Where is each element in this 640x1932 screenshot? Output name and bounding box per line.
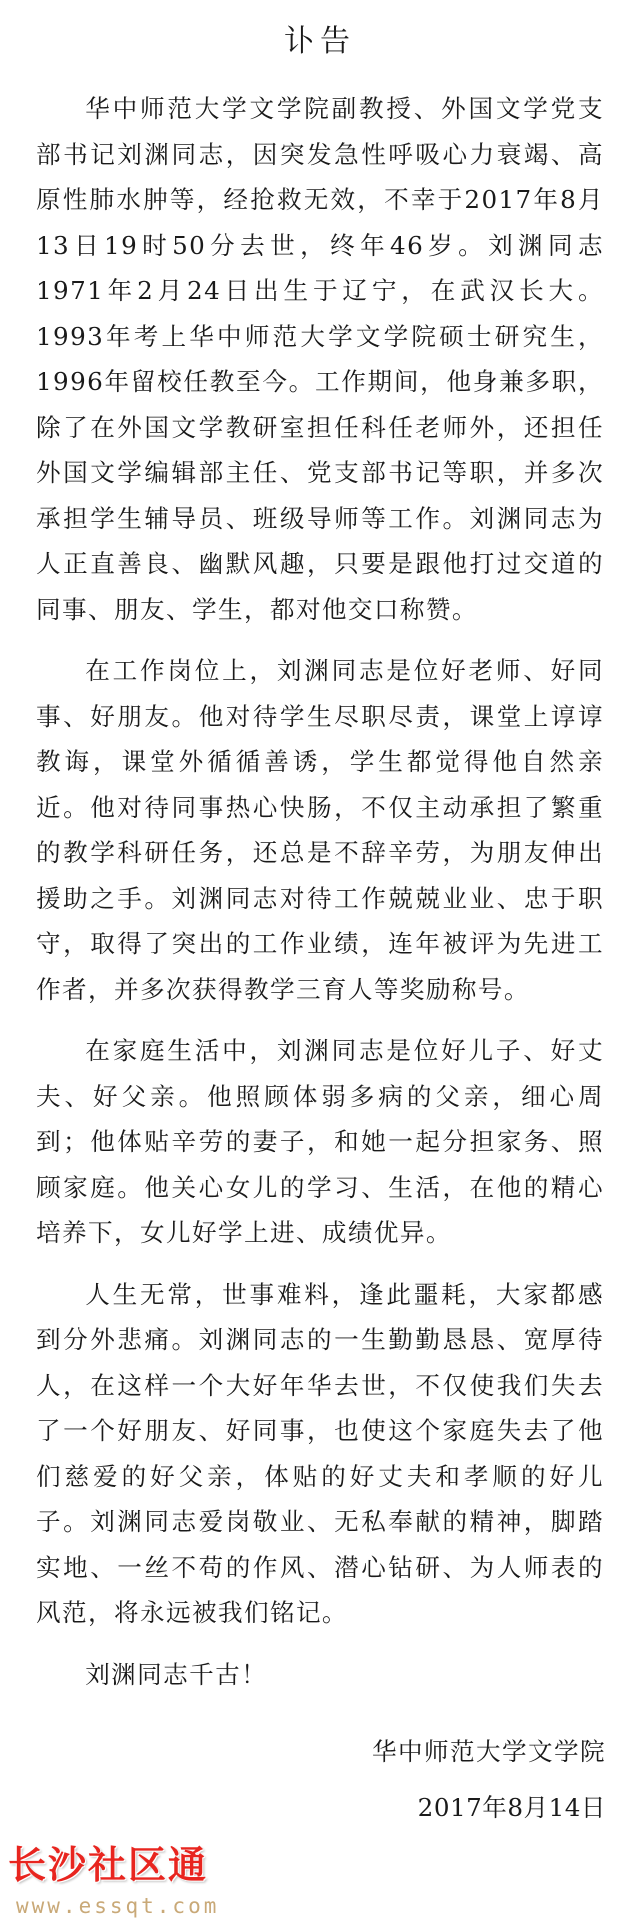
signature-organization: 华中师范大学文学院	[372, 1737, 606, 1766]
watermark-site-name: 长沙社区通	[8, 1843, 209, 1887]
watermark-url: www.essqt.com	[16, 1894, 220, 1918]
farewell-line: 刘渊同志千古！	[85, 1659, 268, 1689]
paragraph-mourning: 人生无常，世事难料，逢此噩耗，大家都感到分外悲痛。刘渊同志的一生勤勤恳恳、宽厚待人，在这样一个大好年华去世，不仅使我们失去了一个好朋友、好同事，也使这个家庭失去了他们慈爱的好父亲，体贴的好丈夫和孝顺的好儿子。刘渊同志爱岗敬业、无私奉献的精神，脚踏实地、一丝不苟的作风、潜心钻研、为人师表的风范，将永远被我们铭记。	[36, 1279, 604, 1627]
signature-date: 2017年8月14日	[417, 1793, 606, 1822]
site-watermark	[6, 1840, 266, 1928]
paragraph-work: 在工作岗位上，刘渊同志是位好老师、好同事、好朋友。他对待学生尽职尽责，课堂上谆谆教诲，课堂外循循善诱，学生都觉得他自然亲近。他对待同事热心快肠，不仅主动承担了繁重的教学科研任务，还总是不辞辛劳，为朋友伸出援助之手。刘渊同志对待工作兢兢业业、忠于职守，取得了突出的工作业绩，连年被评为先进工作者，并多次获得教学三育人等奖励称号。	[36, 656, 604, 1004]
page-title: 讣告	[284, 24, 356, 59]
paragraph-family: 在家庭生活中，刘渊同志是位好儿子、好丈夫、好父亲。他照顾体弱多病的父亲，细心周到；他体贴辛劳的妻子，和她一起分担家务、照顾家庭。他关心女儿的学习、生活，在他的精心培养下，女儿好学上进、成绩优异。	[36, 1036, 604, 1247]
paragraph-biography: 华中师范大学文学院副教授、外国文学党支部书记刘渊同志，因突发急性呼吸心力衰竭、高原性肺水肿等，经抢救无效，不幸于2017年8月13日19时50分去世，终年46岁。刘渊同志1971年2月24日出生于辽宁，在武汉长大。1993年考上华中师范大学文学院硕士研究生，1996年留校任教至今。工作期间，他身兼多职，除了在外国文学教研室担任科任老师外，还担任外国文学编辑部主任、党支部书记等职，并多次承担学生辅导员、班级导师等工作。刘渊同志为人正直善良、幽默风趣，只要是跟他打过交道的同事、朋友、学生，都对他交口称赞。	[36, 94, 604, 624]
obituary-body	[36, 86, 604, 1697]
